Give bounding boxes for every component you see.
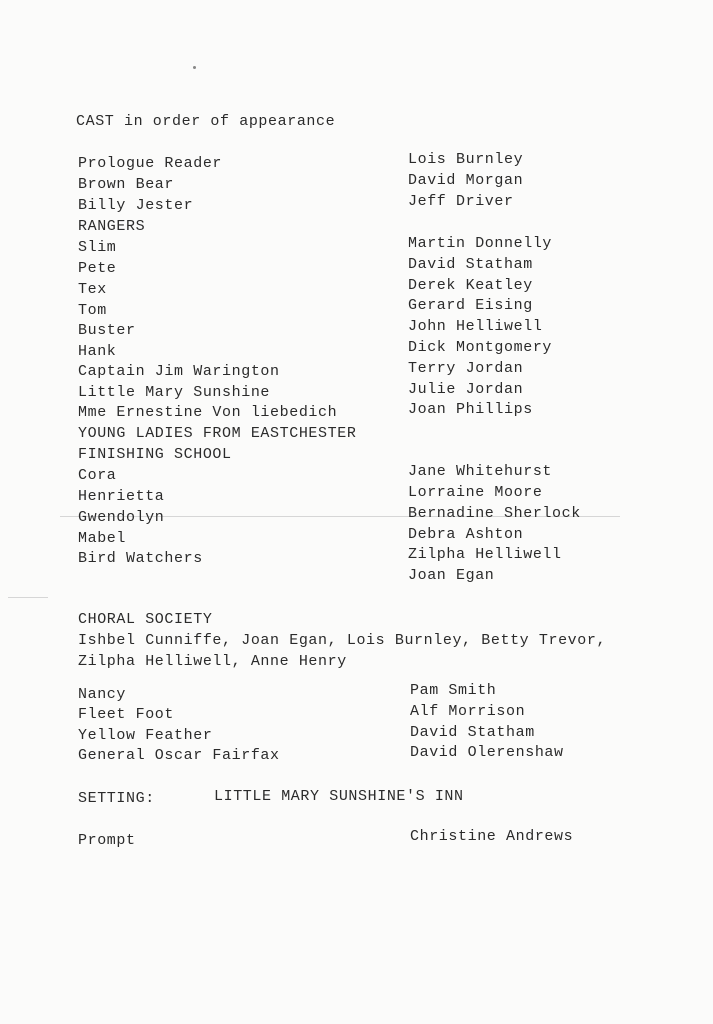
group-rangers: RANGERS bbox=[78, 218, 146, 235]
role-fleet-foot: Fleet Foot bbox=[78, 706, 175, 723]
actor-pam-smith: Pam Smith bbox=[410, 682, 497, 699]
role-little-mary-sunshine: Little Mary Sunshine bbox=[78, 384, 271, 401]
actor-joan-phillips: Joan Phillips bbox=[408, 401, 533, 418]
setting-label: SETTING: bbox=[78, 790, 155, 807]
setting-value: LITTLE MARY SUNSHINE'S INN bbox=[214, 788, 464, 805]
role-prologue-reader: Prologue Reader bbox=[78, 155, 223, 172]
group-finishing-school: FINISHING SCHOOL bbox=[78, 446, 232, 463]
actor-martin-donnelly: Martin Donnelly bbox=[408, 235, 553, 252]
actor-john-helliwell: John Helliwell bbox=[408, 318, 543, 335]
actor-bernadine-sherlock: Bernadine Sherlock bbox=[408, 505, 581, 522]
paper-edge-mark bbox=[8, 597, 48, 598]
choral-society-members-line1: Ishbel Cunniffe, Joan Egan, Lois Burnley, Betty Trevor, bbox=[78, 632, 607, 649]
role-brown-bear: Brown Bear bbox=[78, 176, 175, 193]
actor-david-morgan: David Morgan bbox=[408, 172, 524, 189]
actor-zilpha-helliwell: Zilpha Helliwell bbox=[408, 546, 562, 563]
cast-heading: CAST in order of appearance bbox=[76, 113, 336, 130]
actor-debra-ashton: Debra Ashton bbox=[408, 526, 524, 543]
actor-terry-jordan: Terry Jordan bbox=[408, 360, 524, 377]
actor-david-statham-2: David Statham bbox=[410, 724, 535, 741]
actor-lois-burnley: Lois Burnley bbox=[408, 151, 524, 168]
role-bird-watchers: Bird Watchers bbox=[78, 550, 203, 567]
prompt-name: Christine Andrews bbox=[410, 828, 574, 845]
role-mabel: Mabel bbox=[78, 530, 127, 547]
role-tom: Tom bbox=[78, 302, 107, 319]
actor-jane-whitehurst: Jane Whitehurst bbox=[408, 463, 553, 480]
role-hank: Hank bbox=[78, 343, 117, 360]
prompt-label: Prompt bbox=[78, 832, 136, 849]
role-billy-jester: Billy Jester bbox=[78, 197, 194, 214]
actor-david-olerenshaw: David Olerenshaw bbox=[410, 744, 564, 761]
actor-dick-montgomery: Dick Montgomery bbox=[408, 339, 553, 356]
choral-society-members-line2: Zilpha Helliwell, Anne Henry bbox=[78, 653, 347, 670]
role-cora: Cora bbox=[78, 467, 117, 484]
role-buster: Buster bbox=[78, 322, 136, 339]
actor-julie-jordan: Julie Jordan bbox=[408, 381, 524, 398]
actor-lorraine-moore: Lorraine Moore bbox=[408, 484, 543, 501]
actor-derek-keatley: Derek Keatley bbox=[408, 277, 533, 294]
role-tex: Tex bbox=[78, 281, 107, 298]
actor-joan-egan: Joan Egan bbox=[408, 567, 495, 584]
actor-alf-morrison: Alf Morrison bbox=[410, 703, 526, 720]
role-yellow-feather: Yellow Feather bbox=[78, 727, 213, 744]
actor-david-statham: David Statham bbox=[408, 256, 533, 273]
actor-jeff-driver: Jeff Driver bbox=[408, 193, 514, 210]
role-mme-ernestine: Mme Ernestine Von liebedich bbox=[78, 404, 338, 421]
role-pete: Pete bbox=[78, 260, 117, 277]
paper-speck bbox=[193, 66, 196, 69]
role-captain-jim-warington: Captain Jim Warington bbox=[78, 363, 280, 380]
group-young-ladies: YOUNG LADIES FROM EASTCHESTER bbox=[78, 425, 357, 442]
role-gwendolyn: Gwendolyn bbox=[78, 509, 165, 526]
role-henrietta: Henrietta bbox=[78, 488, 165, 505]
choral-society-title: CHORAL SOCIETY bbox=[78, 611, 213, 628]
role-nancy: Nancy bbox=[78, 686, 127, 703]
role-slim: Slim bbox=[78, 239, 117, 256]
actor-gerard-eising: Gerard Eising bbox=[408, 297, 533, 314]
role-general-oscar-fairfax: General Oscar Fairfax bbox=[78, 747, 280, 764]
